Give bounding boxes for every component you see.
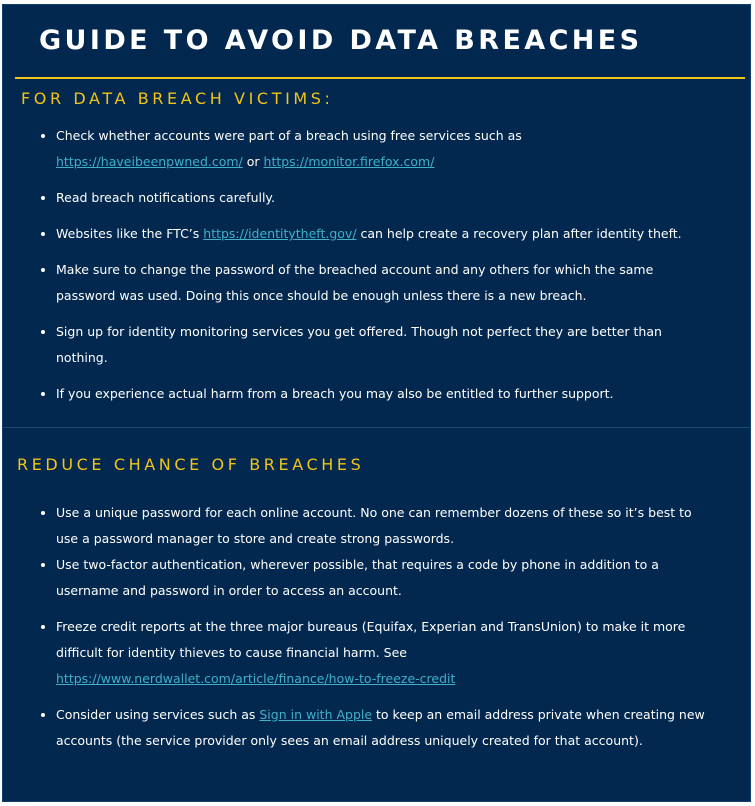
item-text: Check whether accounts were part of a breach using free services such as	[56, 128, 522, 143]
item-text: or	[242, 154, 264, 169]
item-text: Freeze credit reports at the three major bureaus (Equifax, Experian and TransUnion) to make it more difficult for identity thieves to cause financial harm. See	[56, 619, 686, 660]
list-item	[56, 614, 706, 692]
list-item	[56, 500, 706, 552]
list-item	[56, 185, 706, 211]
sign-in-with-apple-link[interactable]: Sign in with Apple	[259, 707, 373, 722]
item-text: Websites like the FTC’s	[56, 226, 204, 241]
identitytheft-link[interactable]: https://identitytheft.gov/	[203, 226, 357, 241]
reduce-list	[21, 500, 706, 754]
list-item	[56, 257, 706, 309]
section-heading-reduce: REDUCE CHANCE OF BREACHES	[17, 455, 365, 474]
item-text: Use two-factor authentication, wherever possible, that requires a code by phone in addition to a username and password in order to access an account.	[56, 557, 659, 598]
section-heading-victims: FOR DATA BREACH VICTIMS:	[21, 89, 334, 108]
list-item	[56, 381, 706, 407]
guide-panel	[2, 4, 751, 802]
victims-list	[21, 123, 706, 417]
list-item	[56, 221, 706, 247]
item-text: Make sure to change the password of the breached account and any others for which the same password was used. Doing this once should be enough unless there is a new breach.	[56, 262, 654, 303]
section-divider	[3, 427, 750, 428]
list-item	[56, 702, 706, 754]
list-item	[56, 319, 706, 371]
haveibeenpwned-link[interactable]: https://haveibeenpwned.com/	[56, 154, 243, 169]
item-text: Consider using services such as	[56, 707, 260, 722]
item-text: Use a unique password for each online account. No one can remember dozens of these so it’s best to use a password manager to store and create strong passwords.	[56, 505, 692, 546]
item-text: If you experience actual harm from a breach you may also be entitled to further support.	[56, 386, 614, 401]
list-item	[56, 552, 706, 604]
page-title: GUIDE TO AVOID DATA BREACHES	[39, 25, 643, 56]
nerdwallet-link[interactable]: https://www.nerdwallet.com/article/finance/how-to-freeze-credit	[56, 671, 456, 686]
firefox-monitor-link[interactable]: https://monitor.firefox.com/	[263, 154, 435, 169]
item-text: to keep an email address private when creating new accounts (the service provider only sees an email address uniquely created for that account).	[56, 707, 705, 748]
item-text: can help create a recovery plan after identity theft.	[356, 226, 682, 241]
item-text: Read breach notifications carefully.	[56, 190, 276, 205]
list-item	[56, 123, 706, 175]
title-divider	[15, 77, 745, 79]
item-text: Sign up for identity monitoring services you get offered. Though not perfect they are better than nothing.	[56, 324, 662, 365]
